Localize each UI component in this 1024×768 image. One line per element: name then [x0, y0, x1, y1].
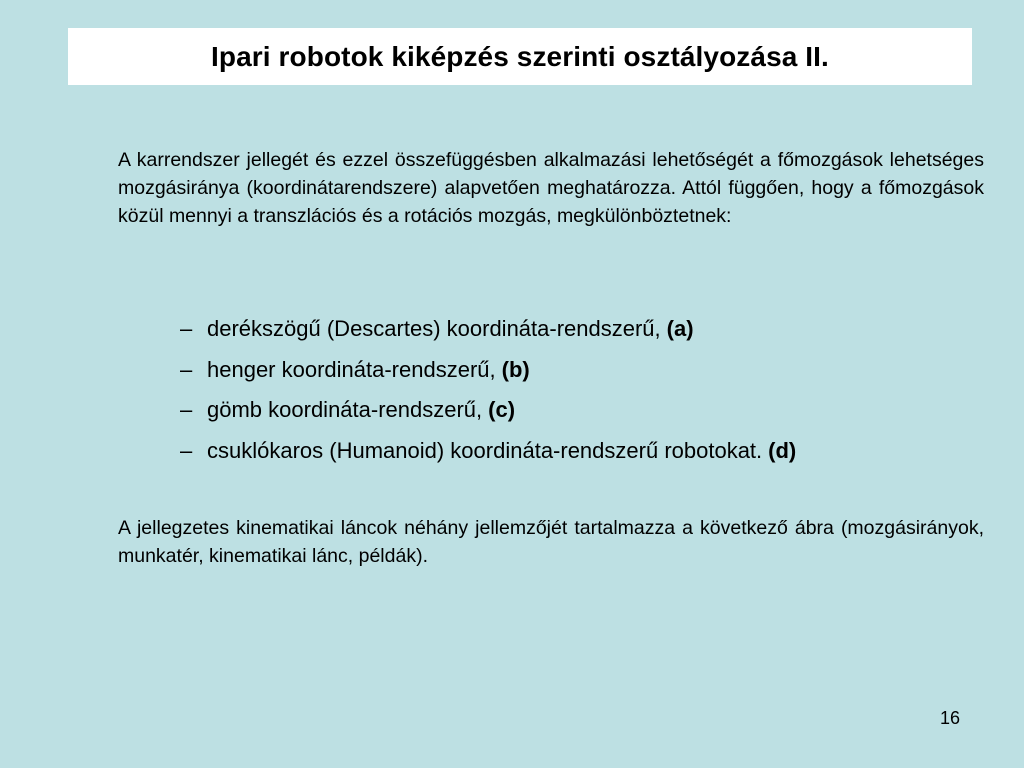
list-item — [180, 390, 1000, 431]
dash-bullet: – — [180, 438, 193, 464]
bullet-text: gömb koordináta-rendszerű, — [207, 397, 483, 423]
bullet-tag: (d) — [768, 438, 797, 464]
outro-paragraph: A jellegzetes kinematikai láncok néhány jellemzőjét tartalmazza a következő ábra (mozgásirányok, munkatér, kinematikai lánc, példák). — [118, 517, 984, 567]
list-item — [180, 431, 1000, 472]
bullet-text: henger koordináta-rendszerű, — [207, 356, 496, 382]
intro-paragraph: A karrendszer jellegét és ezzel összefüggésben alkalmazási lehetőségét a főmozgások lehetséges mozgásiránya (koordinátarendszere) alapvetően meghatározza. Attól függően, hogy a főmozgások közül mennyi a transzlációs és a rotációs mozgás, megkülönböztetnek: — [118, 149, 984, 227]
bullet-tag: (b) — [501, 356, 530, 382]
dash-bullet: – — [180, 397, 193, 423]
page-number: 16 — [939, 708, 961, 728]
bullet-tag: (a) — [666, 316, 694, 342]
slide-title: Ipari robotok kiképzés szerinti osztályozása II. — [211, 40, 829, 72]
list-item — [180, 350, 1000, 391]
bullet-list — [180, 309, 1000, 471]
list-item — [180, 309, 1000, 350]
bullet-text: csuklókaros (Humanoid) koordináta-rendszerű robotokat. — [207, 438, 763, 464]
dash-bullet: – — [180, 316, 193, 342]
dash-bullet: – — [180, 356, 193, 382]
bullet-text: derékszögű (Descartes) koordináta-rendszerű, — [207, 316, 661, 342]
title-box — [68, 28, 972, 85]
bullet-tag: (c) — [488, 397, 516, 423]
